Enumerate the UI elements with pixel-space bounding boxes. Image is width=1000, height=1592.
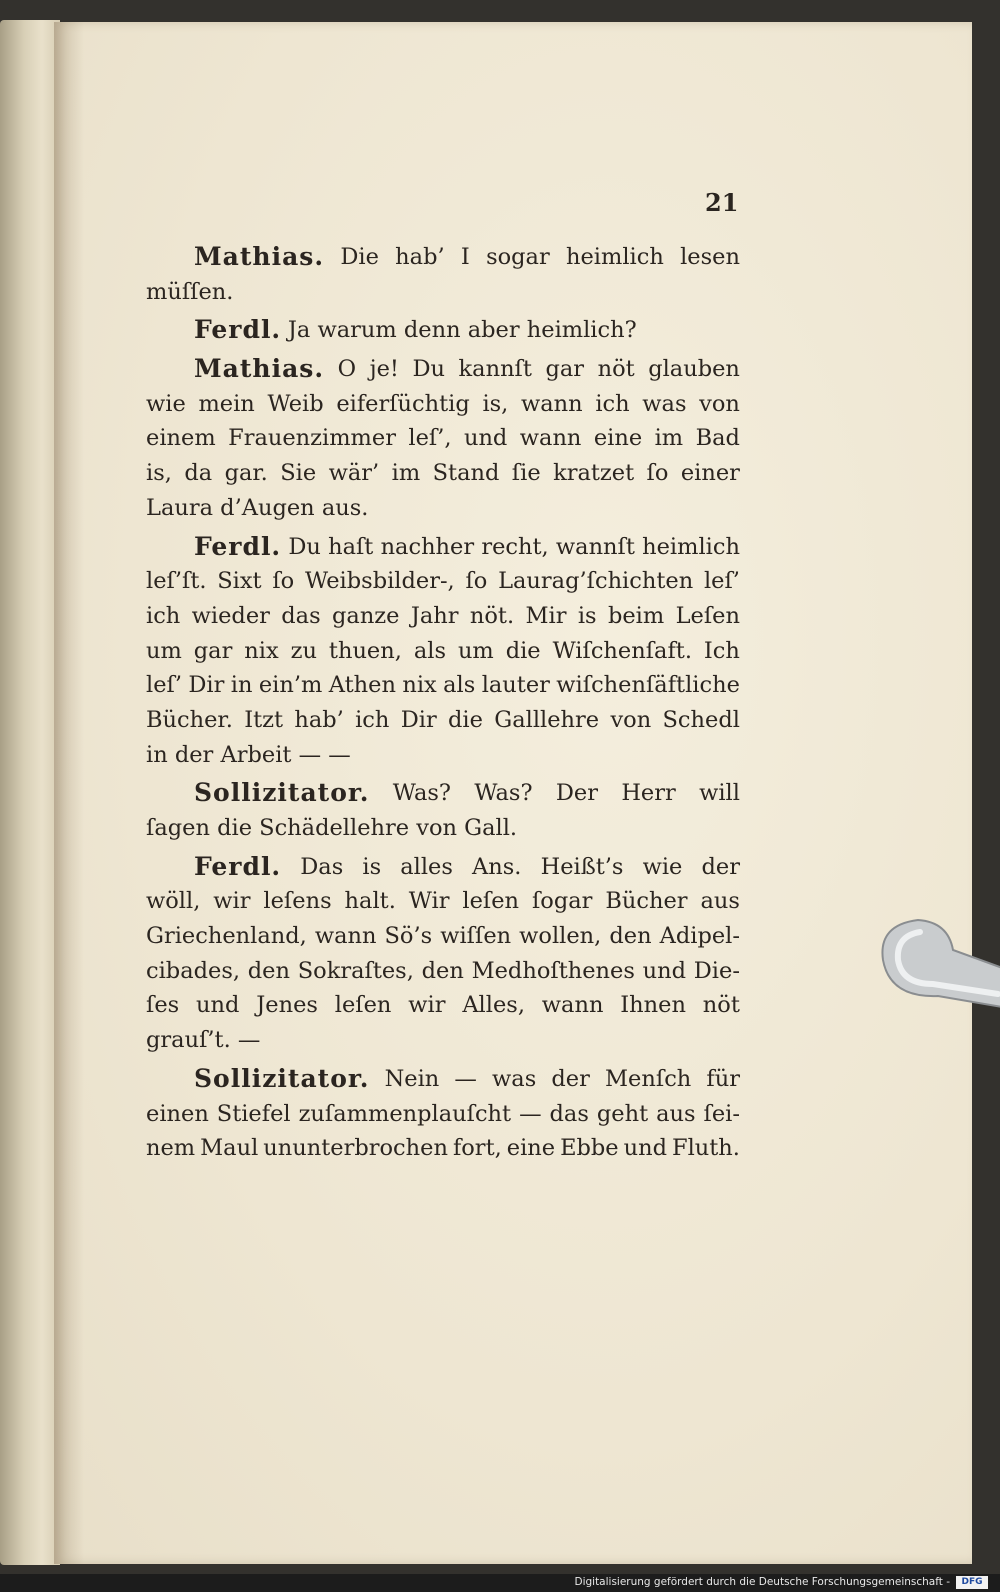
word: Herr	[621, 780, 676, 807]
text-line	[146, 387, 740, 422]
line-text: müſſen.	[146, 278, 234, 305]
word: Ich	[703, 637, 740, 664]
word: wannſt	[555, 533, 635, 560]
text-line	[146, 738, 740, 773]
word: Dir	[188, 672, 225, 699]
word: im	[654, 425, 684, 452]
line-text: Laura d’Augen aus.	[146, 494, 369, 521]
word: Wir	[408, 888, 450, 915]
word: da	[184, 460, 213, 487]
text-line	[146, 352, 740, 387]
word: nöt	[702, 992, 740, 1019]
word: is,	[146, 460, 172, 487]
word: I	[460, 244, 470, 270]
word: Athen	[328, 672, 396, 699]
word: zu	[290, 637, 317, 664]
word: nix	[402, 672, 437, 699]
word: sogar	[486, 244, 550, 270]
word: was	[642, 390, 687, 417]
text-line	[146, 421, 740, 456]
word: wir	[408, 992, 446, 1019]
speaker-name: Mathias.	[194, 242, 325, 271]
word: Stiefel	[216, 1100, 291, 1127]
word: haſt	[328, 533, 374, 560]
word: Itzt	[244, 706, 284, 733]
word: Sixt	[217, 568, 262, 595]
word: Heißt’s	[540, 853, 624, 880]
text-line	[146, 1097, 740, 1132]
word: ich	[355, 706, 390, 733]
page-number: 21	[705, 188, 739, 217]
text-line	[146, 884, 740, 919]
word: wann	[519, 425, 582, 452]
word: Bücher	[605, 888, 688, 915]
word: halt.	[344, 888, 396, 915]
word: lesen	[680, 244, 740, 270]
word: Bad	[695, 425, 740, 452]
word: Die	[340, 244, 379, 270]
word: beim	[607, 602, 665, 629]
word: für	[706, 1065, 740, 1092]
word: geht	[596, 1100, 649, 1127]
word: Nein	[384, 1065, 440, 1092]
text-line	[146, 850, 740, 885]
word: Ans.	[472, 853, 522, 880]
word: Was?	[392, 780, 451, 807]
word: wir	[213, 888, 251, 915]
footer-credit: Digitalisierung gefördert durch die Deutsche Forschungsgemeinschaft -	[574, 1576, 950, 1588]
word: ganze	[332, 602, 400, 629]
word: leſ’ſt.	[146, 568, 207, 595]
word: ich	[146, 602, 181, 629]
text-line	[146, 240, 740, 275]
word: —	[519, 1100, 542, 1127]
word: ſo	[272, 568, 295, 595]
word: alles	[400, 853, 453, 880]
word: Die-	[693, 957, 740, 984]
text-line	[146, 988, 740, 1023]
word: leſen	[334, 992, 392, 1019]
word: wann	[314, 923, 377, 950]
word: Das	[300, 853, 344, 880]
word: ich	[595, 390, 630, 417]
word: Sokraſtes,	[297, 957, 414, 984]
text-line	[146, 599, 740, 634]
word: leſ’	[703, 568, 740, 595]
text-line	[146, 275, 740, 310]
word: is,	[482, 390, 509, 417]
word: nix	[244, 637, 279, 664]
word: und	[642, 957, 687, 984]
line-text: Ja warum denn aber heimlich?	[287, 317, 637, 344]
word: wie	[146, 390, 186, 417]
word: Sie	[280, 460, 317, 487]
word: Schedl	[662, 706, 740, 733]
word: den	[609, 923, 652, 950]
left-page-edge	[0, 20, 60, 1565]
word: aus	[656, 1100, 696, 1127]
word: Was?	[474, 780, 533, 807]
word: als	[413, 637, 446, 664]
word: in	[230, 672, 253, 699]
word: Mir	[525, 602, 567, 629]
word: Leſen	[675, 602, 740, 629]
word: die	[448, 706, 483, 733]
word: ſogar	[531, 888, 593, 915]
line-text: in der Arbeit — —	[146, 741, 351, 768]
word: Galllehre	[494, 706, 600, 733]
word: fort,	[452, 1135, 502, 1162]
word: Laurag’ſchichten	[498, 568, 694, 595]
word: leſens	[263, 888, 332, 915]
word: Menſch	[605, 1065, 692, 1092]
word: eine	[506, 1135, 556, 1162]
word: einer	[680, 460, 740, 487]
word: wöll,	[146, 888, 201, 915]
word: und	[623, 1135, 667, 1162]
word: wieder	[191, 602, 270, 629]
word: ſes	[146, 992, 180, 1019]
word: um	[146, 637, 182, 664]
text-line	[146, 491, 740, 526]
word: Bücher.	[146, 706, 233, 733]
word: lauter	[481, 672, 550, 699]
word: Weibsbilder-,	[304, 568, 455, 595]
word: kannſt	[458, 356, 532, 383]
word: Fluth.	[671, 1135, 740, 1162]
word: gar	[193, 637, 233, 664]
speaker-name: Ferdl.	[194, 315, 282, 345]
word: Der	[555, 780, 598, 807]
word: wollen,	[519, 923, 602, 950]
word: O	[337, 356, 357, 383]
gutter-shadow	[54, 22, 84, 1564]
word: um	[457, 637, 494, 664]
word: gar	[545, 356, 585, 383]
word: und	[463, 425, 508, 452]
word: einem	[146, 425, 216, 452]
dfg-logo: DFG	[956, 1576, 988, 1589]
word: als	[443, 672, 476, 699]
word: und	[196, 992, 240, 1019]
page-clip-icon	[878, 910, 1000, 1010]
word: Adipel-	[659, 923, 740, 950]
word: wär’	[328, 460, 380, 487]
text-line	[146, 634, 740, 669]
text-line	[146, 1131, 740, 1166]
word: heimlich	[642, 533, 740, 560]
word: zuſammenplauſcht	[298, 1100, 512, 1127]
word: Jenes	[256, 992, 318, 1019]
word: Dir	[400, 706, 437, 733]
word: nem	[146, 1135, 196, 1162]
word: im	[391, 460, 421, 487]
speaker-name: Ferdl.	[194, 531, 282, 561]
word: der	[701, 853, 740, 880]
word: von	[610, 706, 652, 733]
speaker-name: Mathias.	[194, 354, 325, 384]
text-line	[146, 564, 740, 599]
line-text: grauſ’t. —	[146, 1027, 261, 1054]
text-line	[146, 313, 740, 348]
word: wann	[541, 992, 604, 1019]
word: eiferſüchtig	[336, 390, 470, 417]
word: kratzet	[553, 460, 635, 487]
word: Alles,	[462, 992, 525, 1019]
word: eine	[593, 425, 643, 452]
word: wiſchenſäftliche	[556, 672, 740, 699]
text-line	[146, 919, 740, 954]
text-line	[146, 703, 740, 738]
word: je!	[369, 356, 399, 383]
word: cibades,	[146, 957, 241, 984]
word: is	[362, 853, 382, 880]
line-text: ſagen die Schädellehre von Gall.	[146, 815, 518, 841]
word: nöt.	[469, 602, 515, 629]
word: is	[577, 602, 597, 629]
word: ſo	[646, 460, 669, 487]
word: das	[281, 602, 321, 629]
word: von	[699, 390, 740, 417]
word: will	[699, 780, 740, 807]
word: leſen	[462, 888, 520, 915]
word: Stand	[432, 460, 500, 487]
word: Griechenland,	[146, 923, 307, 950]
word: Weib	[267, 390, 324, 417]
word: Maul	[200, 1135, 259, 1162]
word: glauben	[648, 356, 740, 383]
text-line	[146, 1023, 740, 1058]
word: nachher	[380, 533, 475, 560]
word: einen	[146, 1100, 209, 1127]
word: wiſſen	[440, 923, 512, 950]
text-line	[146, 1062, 740, 1097]
word: hab’	[294, 706, 344, 733]
word: wie	[642, 853, 683, 880]
text-line	[146, 668, 740, 703]
speaker-name: Sollizitator.	[194, 778, 370, 808]
word: ein’m	[258, 672, 323, 699]
word: wann	[521, 390, 583, 417]
word: der	[551, 1065, 590, 1092]
word: Ihnen	[620, 992, 686, 1019]
word: Ebbe	[560, 1135, 619, 1162]
word: aus	[700, 888, 740, 915]
word: den	[421, 957, 464, 984]
text-line	[146, 456, 740, 491]
word: ſo	[465, 568, 488, 595]
word: Jahr	[410, 602, 459, 629]
text-line	[146, 776, 740, 811]
word: was	[492, 1065, 537, 1092]
word: Wiſchenſaft.	[552, 637, 692, 664]
word: leſ’	[146, 672, 182, 699]
speaker-name: Ferdl.	[194, 851, 282, 881]
word: Du	[288, 533, 321, 560]
text-line	[146, 811, 740, 846]
word: hab’	[395, 244, 445, 270]
word: ſie	[511, 460, 541, 487]
word: Medhoſthenes	[471, 957, 635, 984]
word: mein	[198, 390, 255, 417]
word: heimlich	[566, 244, 664, 270]
word: Frauenzimmer	[228, 425, 396, 452]
word: die	[505, 637, 541, 664]
word: nöt	[597, 356, 635, 383]
word: leſ’,	[408, 425, 452, 452]
word: ununterbrochen	[263, 1135, 448, 1162]
word: das	[549, 1100, 589, 1127]
text-line	[146, 954, 740, 989]
text-line	[146, 530, 740, 565]
word: thuen,	[328, 637, 402, 664]
body-text	[146, 240, 740, 1166]
speaker-name: Sollizitator.	[194, 1063, 370, 1093]
word: —	[454, 1065, 477, 1092]
word: recht,	[481, 533, 549, 560]
word: Sö’s	[384, 923, 433, 950]
word: den	[247, 957, 290, 984]
word: Du	[412, 356, 445, 383]
word: gar.	[224, 460, 268, 487]
word: ſei-	[703, 1100, 740, 1127]
